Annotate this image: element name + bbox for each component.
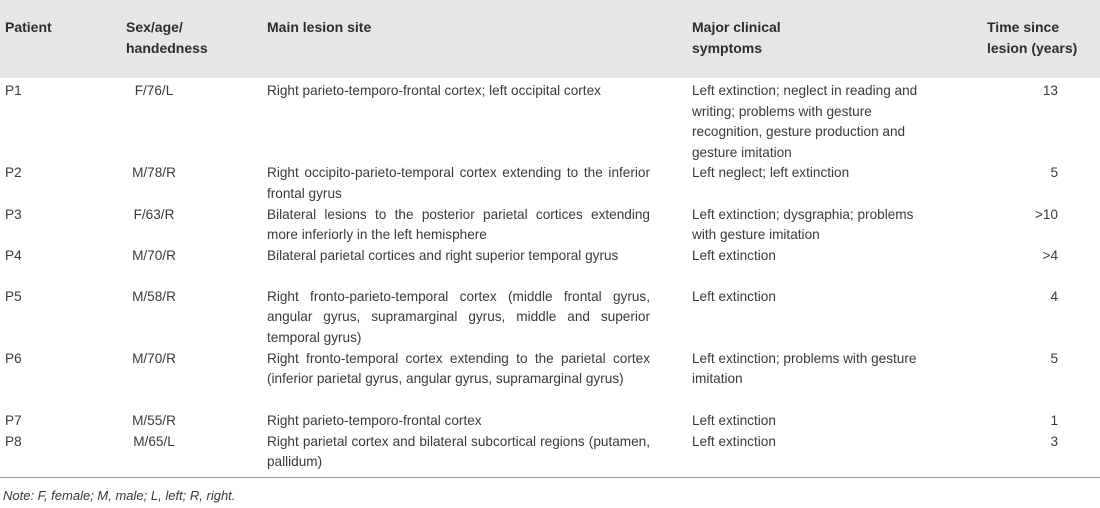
cell-time: >10 <box>1034 206 1058 222</box>
cell-site: Bilateral lesions to the posterior parietal cortices extending more inferiorly in the left hemisphere <box>267 206 650 243</box>
cell-time: >4 <box>1042 247 1058 263</box>
header-demo-line1: Sex/age/ <box>126 19 183 35</box>
cell-demo: M/58/R <box>132 288 176 304</box>
table-body <box>0 78 1100 477</box>
header-main-lesion-site: Main lesion site <box>267 19 372 35</box>
table-row <box>0 411 1100 432</box>
cell-patient: P6 <box>5 350 22 366</box>
cell-symptoms: Left extinction <box>692 288 776 304</box>
cell-site: Bilateral parietal cortices and right superior temporal gyrus <box>267 247 619 263</box>
header-patient: Patient <box>5 19 52 35</box>
cell-symptoms: Left extinction; dysgraphia; problems with gesture imitation <box>692 206 914 243</box>
header-time-line2: lesion (years) <box>987 40 1078 56</box>
header-demo-line2: handedness <box>126 40 208 56</box>
table-row <box>0 246 1100 287</box>
table-row <box>0 163 1100 204</box>
table-row <box>0 432 1100 478</box>
header-symptoms-line1: Major clinical <box>692 19 781 35</box>
cell-demo: M/78/R <box>132 165 176 181</box>
cell-site: Right parieto-temporo-frontal cortex <box>267 412 482 428</box>
header-time-line1: Time since <box>987 19 1060 35</box>
cell-time: 13 <box>1042 83 1058 98</box>
cell-time: 1 <box>1050 412 1058 428</box>
table-row <box>0 349 1100 411</box>
table-header <box>0 0 1100 78</box>
cell-demo: F/76/L <box>134 83 174 98</box>
cell-symptoms: Left extinction; neglect in reading and writing; problems with gesture recognition, gesture production and gesture imitation <box>692 83 918 160</box>
header-major-clinical-symptoms <box>685 0 983 78</box>
cell-site: Right occipito-parieto-temporal cortex extending to the inferior frontal gyrus <box>267 165 650 201</box>
table-row <box>0 287 1100 349</box>
cell-site: Right parietal cortex and bilateral subcortical regions (putamen, pallidum) <box>260 432 685 478</box>
cell-symptoms: Left neglect; left extinction <box>692 165 850 181</box>
cell-patient: P2 <box>5 165 22 181</box>
cell-patient: P8 <box>0 432 108 478</box>
cell-symptoms: Left extinction <box>692 247 776 263</box>
cell-patient: P1 <box>5 83 22 98</box>
cell-patient: P5 <box>5 288 22 304</box>
header-symptoms-line2: symptoms <box>692 40 763 56</box>
table-note: Note: F, female; M, male; L, left; R, right. <box>3 488 236 503</box>
cell-demo: M/70/R <box>132 350 176 366</box>
cell-site: Right fronto-parieto-temporal cortex (middle frontal gyrus, angular gyrus, supramarginal gyrus, middle and superior temporal gyrus) <box>267 288 650 345</box>
cell-demo: M/55/R <box>132 412 176 428</box>
header-row <box>0 0 1100 78</box>
cell-symptoms: Left extinction <box>692 412 776 428</box>
cell-demo: F/63/R <box>133 206 175 222</box>
cell-time: 4 <box>1050 288 1058 304</box>
cell-patient: P7 <box>5 412 22 428</box>
cell-patient: P4 <box>5 247 22 263</box>
cell-time: 5 <box>1050 350 1058 366</box>
cell-symptoms: Left extinction; problems with gesture imitation <box>692 350 917 387</box>
table-row <box>0 205 1100 246</box>
header-time-since-lesion <box>983 0 1100 78</box>
table-row <box>0 78 1100 163</box>
cell-site: Right fronto-temporal cortex extending to the parietal cortex (inferior parietal gyrus, angular gyrus, supramarginal gyrus) <box>267 350 650 387</box>
header-sex-age-handedness <box>108 0 260 78</box>
cell-demo: M/70/R <box>132 247 176 263</box>
cell-time: 5 <box>1050 165 1058 181</box>
cell-site: Right parieto-temporo-frontal cortex; left occipital cortex <box>267 83 601 98</box>
cell-symptoms: Left extinction <box>685 432 983 478</box>
cell-demo: M/65/L <box>108 432 260 478</box>
cell-time: 3 <box>983 432 1100 478</box>
cell-patient: P3 <box>5 206 22 222</box>
